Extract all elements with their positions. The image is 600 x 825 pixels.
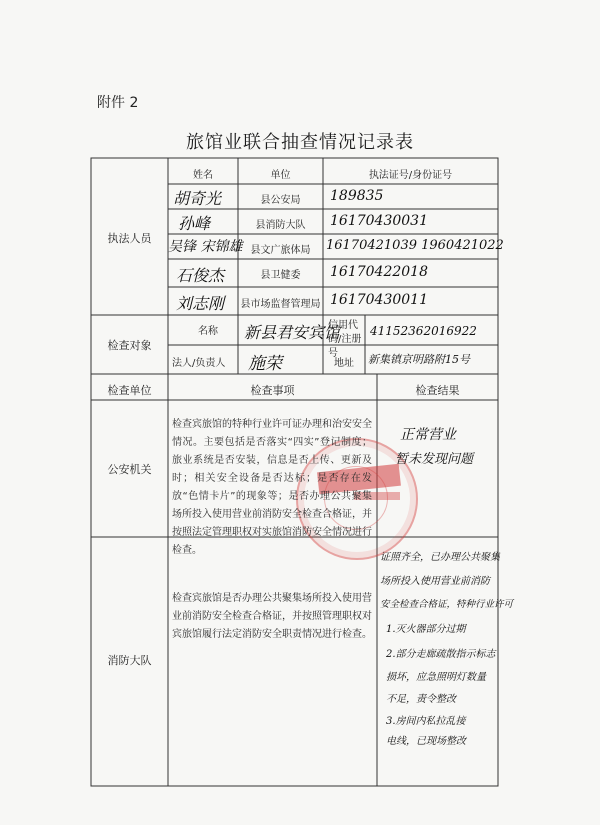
- fire-result-8: 3.房间内私拉乱接: [386, 716, 466, 727]
- officer-unit-5: 县市场监督管理局: [240, 299, 321, 310]
- officer-name-2: 孙峰: [178, 214, 211, 233]
- fire-result-1: 证照齐全，已办理公共聚集: [380, 552, 500, 563]
- officer-unit-4: 县卫健委: [260, 270, 301, 281]
- fire-result-6: 损坏，应急照明灯数量: [386, 672, 486, 683]
- officer-unit-1: 县公安局: [260, 195, 301, 206]
- inspection-items-header: 检查事项: [250, 384, 295, 397]
- officer-name-1: 胡奇光: [173, 189, 222, 208]
- fire-result-4: 1.灭火器部分过期: [386, 624, 466, 635]
- officer-name-3: 吴锋 宋锦雄: [168, 239, 243, 255]
- police-inspection-text: 检查宾旅馆的特种行业许可证办理和治安安全情况。主要包括是否落实“四实”登记制度；旅业系统是否安装，信息是否上传、更新及时；相关安全设备是否达标；是否存在发放“色情卡片”的现象等；是否办理公共聚集场所投入使用营业前消防安全检查合格证，并按照法定管理职权对实旅馆消防安全情况进行检查。: [172, 419, 372, 556]
- fire-result-7: 不足，责令整改: [386, 694, 456, 705]
- legal-person-value: 施荣: [248, 354, 282, 374]
- target-name-label: 名称: [198, 326, 218, 337]
- police-result-1: 正常营业: [400, 427, 456, 443]
- header-cert: 执法证号/身份证号: [368, 170, 453, 181]
- enforcement-label: 执法人员: [107, 232, 152, 245]
- attachment-label: 附件 2: [97, 95, 139, 111]
- officer-cert-1: 189835: [330, 188, 384, 204]
- fire-result-5: 2.部分走廊疏散指示标志: [386, 649, 496, 660]
- officer-unit-2: 县消防大队: [255, 220, 306, 231]
- officer-cert-2: 16170430031: [330, 213, 428, 229]
- officer-cert-3: 16170421039 1960421022: [326, 238, 504, 253]
- header-unit: 单位: [270, 170, 291, 181]
- inspection-result-header: 检查结果: [415, 384, 460, 397]
- target-name-value: 新县君安宾馆: [244, 323, 341, 342]
- fire-result-2: 场所投入使用营业前消防: [380, 576, 490, 587]
- page-title: 旅馆业联合抽查情况记录表: [186, 132, 414, 153]
- police-result-2: 暂未发现问题: [395, 452, 474, 467]
- fire-result-3: 安全检查合格证，特种行业许可: [380, 599, 514, 610]
- fire-label: 消防大队: [107, 654, 152, 667]
- officer-name-5: 刘志刚: [176, 294, 225, 313]
- header-name: 姓名: [193, 170, 213, 181]
- police-label: 公安机关: [107, 463, 152, 476]
- officer-name-4: 石俊杰: [176, 266, 225, 285]
- officer-cert-4: 16170422018: [330, 264, 428, 280]
- inspection-unit-header: 检查单位: [107, 384, 152, 397]
- credit-code-value: 41152362016922: [370, 324, 477, 338]
- officer-cert-5: 16170430011: [330, 292, 428, 308]
- address-label: 地址: [334, 358, 354, 369]
- target-label: 检查对象: [107, 339, 152, 352]
- legal-person-label: 法人/负责人: [172, 358, 226, 369]
- credit-code-label: 信用代码/注册号: [328, 320, 362, 359]
- fire-result-9: 电线，已现场整改: [386, 736, 466, 747]
- address-value: 新集镇京明路附15号: [368, 353, 470, 366]
- fire-inspection-text: 检查宾旅馆是否办理公共聚集场所投入使用营业前消防安全检查合格证，并按照管理职权对宾旅馆履行法定消防安全职责情况进行检查。: [172, 593, 372, 640]
- officer-unit-3: 县文广旅体局: [250, 245, 311, 256]
